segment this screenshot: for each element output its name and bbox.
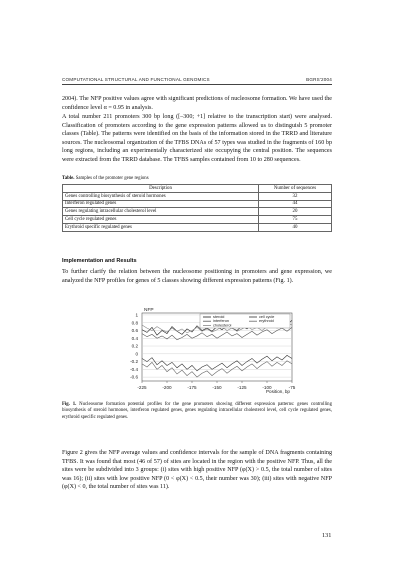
table-row [63, 223, 332, 231]
y-tick-label: -0.4 [130, 366, 138, 372]
y-tick-label: 0 [135, 351, 138, 357]
header-left: COMPUTATIONAL STRUCTURAL AND FUNCTIONAL GENOMICS [62, 77, 210, 82]
legend-label: interferon [213, 319, 230, 324]
x-tick-label: -150 [212, 385, 222, 390]
paragraph-1: 2004). The NFP positive values agree with significant predictions of nucleosome formation. We have used the confidence level α = 0.95 in analysis. [62, 96, 332, 111]
table-row [63, 192, 332, 200]
header-rule [62, 84, 332, 85]
y-tick-label: 0.2 [131, 343, 138, 349]
table-caption-text: Samples of the promoter gene regions [75, 176, 149, 181]
legend-label: cholesterol [213, 323, 232, 328]
legend-label: steroid [213, 315, 225, 319]
y-tick-label: 0.4 [131, 335, 138, 341]
figure-caption [62, 402, 332, 421]
table-cell: 32 [259, 192, 332, 200]
table-cell: 75 [259, 216, 332, 224]
table-cell: Genes regulating intracellular cholesterol level [63, 208, 259, 216]
x-axis-label: Position, bp [265, 389, 290, 394]
table-row [63, 208, 332, 216]
paragraph-4: Figure 2 gives the NFP average values and confidence intervals for the sample of DNA fragments containing TFBS. It was found that most (46 of 57) of sites are located in the region with the positive NFP. Thus, all the sites were be subdivided into 3 groups: (i) sites with high positive NFP (φ(X) > 0.5, the total number of sites was 16); (ii) sites with low positive NFP (0 < φ(X) < 0.5, their number was 30); (iii) sites with negative NFP (φ(X) < 0, the total number of sites was 11). [62, 450, 332, 491]
running-header [62, 77, 332, 82]
table-caption-label: Table. [62, 176, 75, 181]
section-heading: Implementation and Results [62, 258, 137, 264]
paragraph-2: A total number 211 promoters 300 bp long ([–300; +1] relative to the transcription start) were analysed. Classification of promoters according to the gene expression patterns allowed us to distinguish 5 promoter classes (Table). The patterns were identified on the basis of the information stored in the TRRD and literature sources. The nucleosomal organization of the TFBS DNAs of 57 types was studied in the fragments of 160 bp long regions, including an experimentally characterized site occupying the central position. The sequences were extracted from the TRRD database. The TFBS samples contained from 10 to 280 sequences. [62, 114, 332, 163]
table-row [63, 216, 332, 224]
table-cell: Cell cycle regulated genes [63, 216, 259, 224]
x-tick-label: -75 [288, 385, 296, 390]
table-header-row [63, 185, 332, 193]
y-tick-label: -0.6 [130, 374, 138, 380]
paragraph-3: To further clarify the relation between the nucleosome positioning in promoters and gene expression, we analyzed the NFP profiles for genes of 5 classes showing different expression patterns (Fig. 1). [62, 269, 332, 284]
page-number: 131 [322, 532, 332, 539]
table-cell: Erythroid specific regulated genes [63, 223, 259, 231]
table-row [63, 200, 332, 208]
table-header-count: Number of sequences [259, 185, 332, 193]
table-cell: 44 [259, 200, 332, 208]
y-tick-label: -0.2 [130, 359, 138, 365]
y-axis-label: NFP [144, 308, 154, 313]
x-tick-label: -225 [137, 385, 147, 390]
table-cell: 40 [259, 223, 332, 231]
legend-label: cell cycle [259, 315, 275, 319]
nfp-chart [62, 303, 332, 395]
samples-table [62, 184, 332, 232]
header-right: BGRS'2004 [306, 77, 332, 82]
table-cell: 20 [259, 208, 332, 216]
table-header-description: Description [63, 185, 259, 193]
table-cell: Genes controlling biosynthesis of steroid hormones [63, 192, 259, 200]
figure-caption-label: Fig. 1. [62, 402, 77, 407]
table-cell: Interferon regulated genes [63, 200, 259, 208]
x-tick-label: -100 [262, 385, 272, 390]
table-caption [62, 176, 332, 182]
figure-caption-text: Nucleosome formation potential profiles for the gene promoters showing different expression patterns: genes controlling biosynthesis of steroid hormones, interferon regulated genes, genes regulating intracellular cholesterol level, cell cycle regulated genes, erythroid specific regulated genes. [62, 402, 332, 420]
y-tick-label: 1 [135, 312, 138, 318]
x-tick-label: -125 [237, 385, 247, 390]
legend-label: erythroid [259, 319, 274, 324]
x-tick-label: -200 [162, 385, 172, 390]
x-tick-label: -175 [187, 385, 197, 390]
y-tick-label: 0.6 [131, 328, 138, 334]
y-tick-label: 0.8 [131, 320, 138, 326]
